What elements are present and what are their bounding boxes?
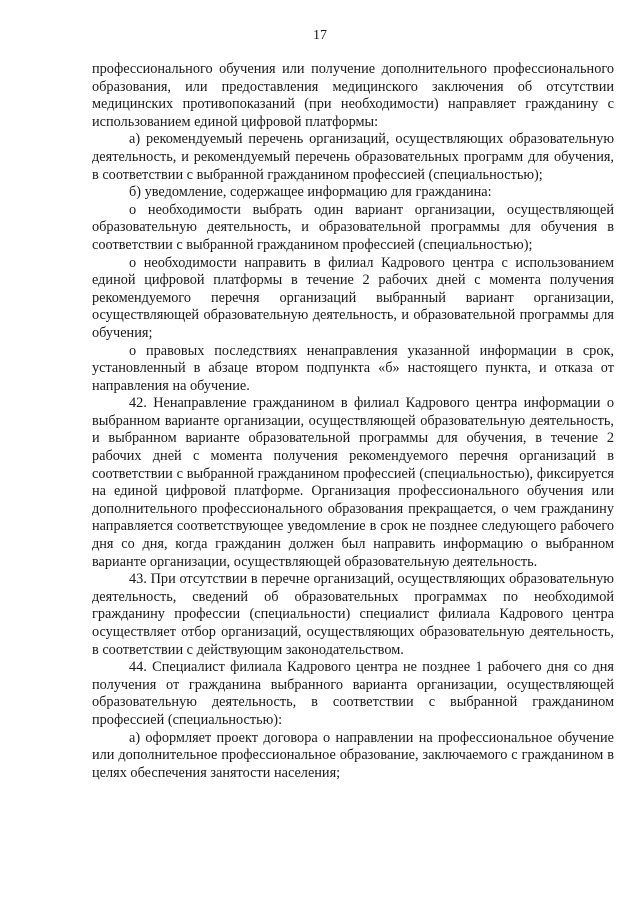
paragraph-44-item-a: а) оформляет проект договора о направлении на профессиональное обучение или дополнительное профессиональное образование, заключаемого с гражданином в целях обеспечения занятости населения;: [92, 729, 614, 781]
paragraph-41-item-b-2: о необходимости направить в филиал Кадрового центра с использованием единой цифровой платформы в течение 2 рабочих дней с момента получения рекомендуемого перечня организаций выбранный вариант организации, осуществляющей образовательную деятельность, и образовательной программы для обучения;: [92, 254, 614, 341]
paragraph-43: 43. При отсутствии в перечне организаций, осуществляющих образовательную деятельность, сведений об образовательных программах по необходимой гражданину профессии (специальности) специалист филиала Кадрового центра осуществляет отбор организаций, осуществляющих образовательную деятельность, в соответствии с действующим законодательством.: [92, 571, 614, 658]
paragraph-41-intro-continuation: профессионального обучения или получение дополнительного профессионального образования, или предоставления медицинского заключения об отсутствии медицинских противопоказаний (при необходимости) направляет гражданину с использованием единой цифровой платформы:: [92, 61, 614, 130]
paragraph-44-intro: 44. Специалист филиала Кадрового центра не позднее 1 рабочего дня со дня получения от гражданина выбранного варианта организации, осуществляющей образовательную деятельность, в соответствии с выбранной гражданином профессией (специальностью):: [92, 659, 614, 728]
paragraph-41-item-b-1: о необходимости выбрать один вариант организации, осуществляющей образовательную деятельность, и образовательной программы для обучения в соответствии с выбранной гражданином профессией (специальностью);: [92, 201, 614, 253]
paragraph-42: 42. Ненаправление гражданином в филиал Кадрового центра информации о выбранном варианте организации, осуществляющей образовательную деятельность, и выбранном варианте образовательной программы для обучения, в течение 2 рабочих дней с момента получения рекомендуемого перечня организаций в соответствии с выбранной гражданином профессией (специальностью), фиксируется на единой цифровой платформе. Организация профессионального обучения или дополнительного профессионального образования прекращается, о чем гражданину направляется соответствующее уведомление в срок не позднее следующего рабочего дня со дня, когда гражданин должен был направить информацию о выбранном варианте организации, осуществляющей образовательную деятельность.: [92, 395, 614, 570]
paragraph-41-item-b-3: о правовых последствиях ненаправления указанной информации в срок, установленный в абзаце втором подпункта «б» настоящего пункта, и отказа от направления на обучение.: [92, 342, 614, 394]
paragraph-41-item-b: б) уведомление, содержащее информацию для гражданина:: [129, 184, 492, 201]
paragraph-41-item-a: а) рекомендуемый перечень организаций, осуществляющих образовательную деятельность, и рекомендуемый перечень образовательных программ для обучения, в соответствии с выбранной гражданином профессией (специальностью);: [92, 131, 614, 183]
document-body: [92, 61, 614, 782]
page-number: 17: [313, 28, 327, 43]
